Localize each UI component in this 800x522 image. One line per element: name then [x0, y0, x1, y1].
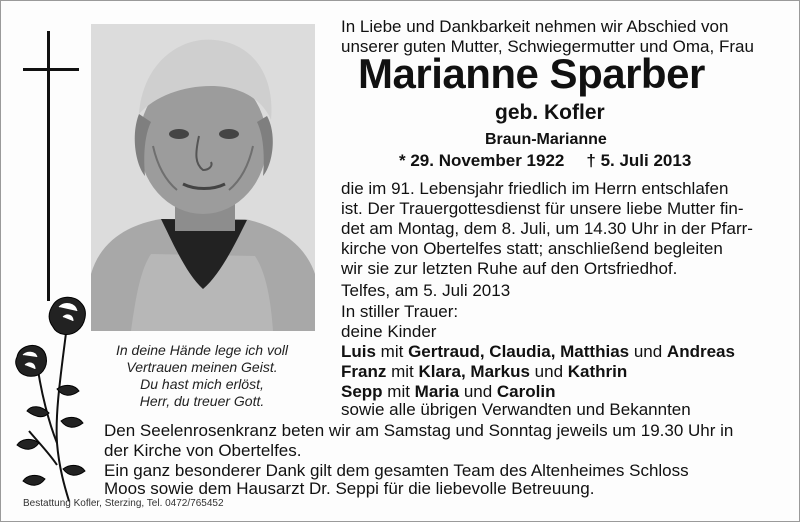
- cross-icon: [19, 31, 83, 301]
- nickname: Braun-Marianne: [485, 131, 607, 148]
- bottom-line: Den Seelenrosenkranz beten wir am Samstag und Sonntag jeweils um 19.30 Uhr in: [104, 421, 734, 440]
- intro-line: In Liebe und Dankbarkeit nehmen wir Abschied von: [341, 17, 729, 36]
- partners: Gertraud, Claudia, Matthias: [408, 342, 630, 361]
- life-dates: [399, 151, 691, 171]
- mourning-intro: deine Kinder: [341, 322, 437, 341]
- connector: und: [629, 342, 667, 361]
- partners: Carolin: [496, 382, 556, 401]
- child-name: Sepp: [341, 382, 383, 401]
- quote-line: Herr, du treuer Gott.: [139, 393, 265, 409]
- mourning-intro: In stiller Trauer:: [341, 302, 459, 321]
- birth-date: * 29. November 1922: [399, 151, 565, 170]
- intro-line: unserer guten Mutter, Schwiegermutter und Oma, Frau: [341, 37, 754, 56]
- quote: [91, 342, 313, 410]
- body-line: kirche von Obertelfes statt; anschließend begleiten: [341, 239, 723, 258]
- quote-line: Du hast mich erlöst,: [140, 376, 264, 392]
- deceased-name: Marianne Sparber: [358, 50, 705, 97]
- partners: Andreas: [666, 342, 735, 361]
- death-date: † 5. Juli 2013: [586, 151, 692, 170]
- child-line-franz: [341, 361, 627, 382]
- maiden-name: geb. Kofler: [495, 101, 605, 124]
- undertaker-info: Bestattung Kofler, Sterzing, Tel. 0472/765452: [23, 498, 224, 509]
- connector: mit: [375, 342, 409, 361]
- connector: mit: [382, 382, 415, 401]
- quote-line: Vertrauen meinen Geist.: [126, 359, 278, 375]
- connector: und: [529, 362, 568, 381]
- place-date: Telfes, am 5. Juli 2013: [341, 281, 511, 300]
- bottom-line: Moos sowie dem Hausarzt Dr. Seppi für die liebevolle Betreuung.: [104, 479, 595, 498]
- child-name: Franz: [341, 362, 387, 381]
- child-name: Luis: [341, 342, 376, 361]
- quote-line: In deine Hände lege ich voll: [115, 342, 288, 358]
- relatives-line: sowie alle übrigen Verwandten und Bekannten: [341, 400, 691, 419]
- connector: mit: [386, 362, 419, 381]
- partners: Kathrin: [567, 362, 628, 381]
- body-line: ist. Der Trauergottesdienst für unsere liebe Mutter fin-: [341, 199, 744, 218]
- bottom-line: Ein ganz besonderer Dank gilt dem gesamten Team des Altenheimes Schloss: [104, 461, 689, 480]
- body-line: die im 91. Lebensjahr friedlich im Herrn entschlafen: [341, 179, 729, 198]
- connector: und: [459, 382, 497, 401]
- partners: Maria: [414, 382, 460, 401]
- body-line: det am Montag, dem 8. Juli, um 14.30 Uhr in der Pfarr-: [341, 219, 753, 238]
- portrait-photo: [91, 24, 315, 331]
- partners: Klara, Markus: [418, 362, 530, 381]
- bottom-line: der Kirche von Obertelfes.: [104, 441, 302, 460]
- rose-illustration-icon: [9, 293, 95, 505]
- body-line: wir sie zur letzten Ruhe auf den Ortsfriedhof.: [341, 259, 678, 278]
- child-line-luis: [341, 341, 735, 362]
